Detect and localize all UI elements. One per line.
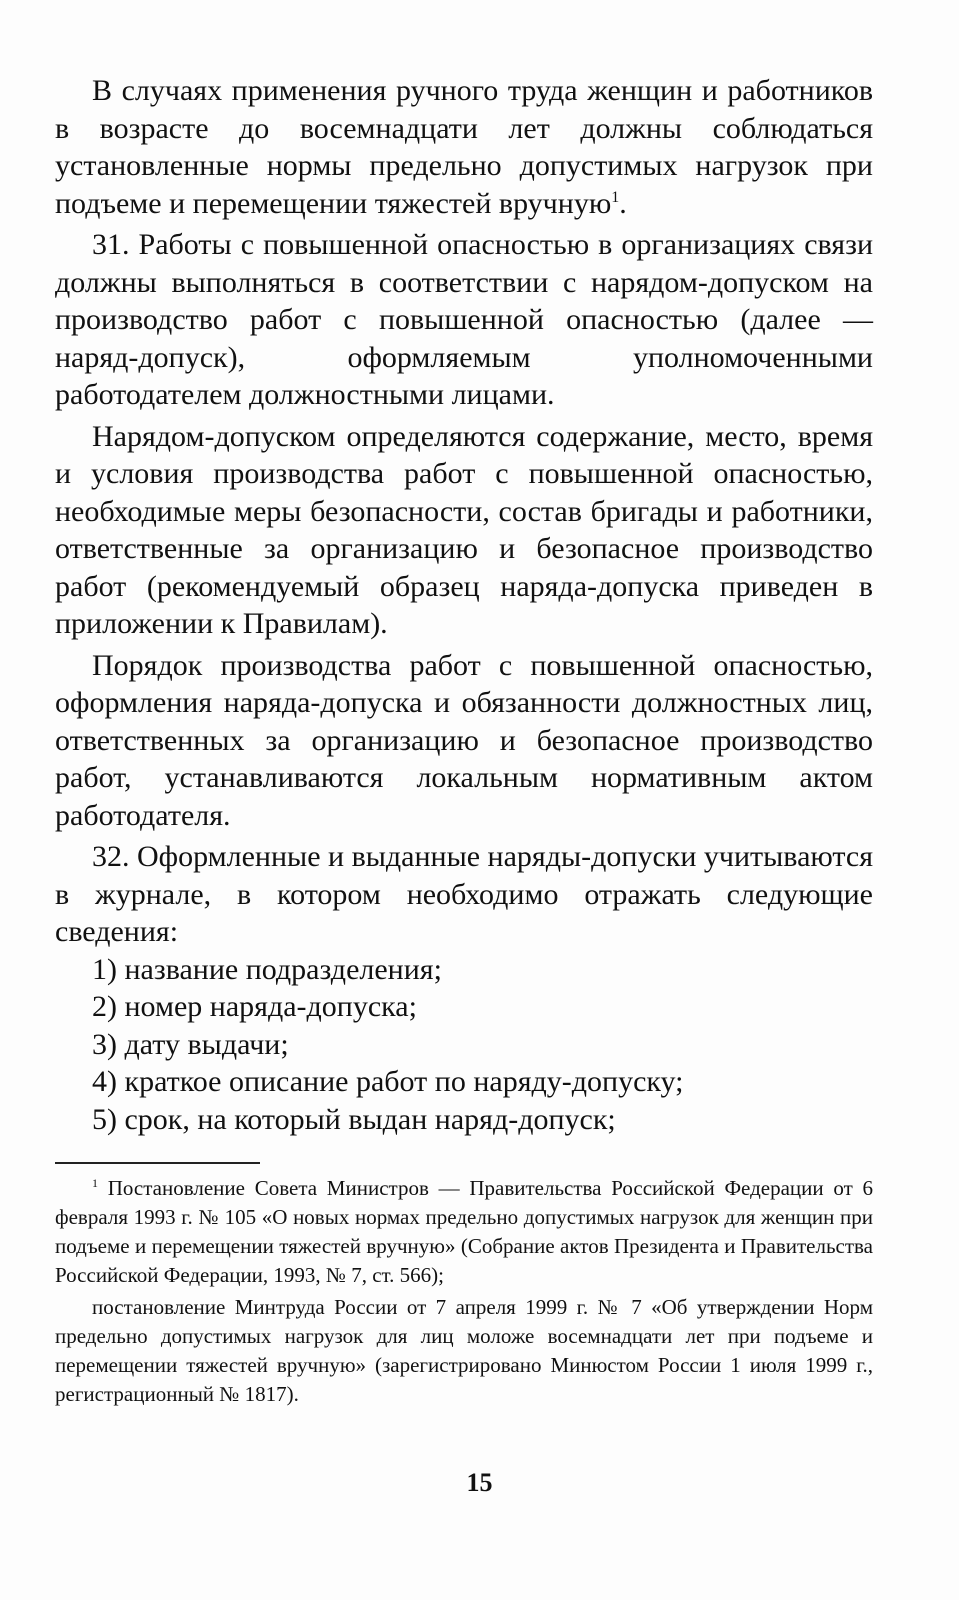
footnote-reference: 1 <box>611 188 620 206</box>
paragraph-manual-labor-text: В случаях применения ручного труда женщин и работников в возрасте до восемнадцати лет должны соблюдаться установленные нормы предельно допустимых нагрузок при подъеме и перемещении тяжестей вручную <box>55 74 873 220</box>
paragraph-manual-labor-end: . <box>619 186 627 220</box>
main-text <box>55 72 873 1138</box>
list-item: 5) срок, на который выдан наряд-допуск; <box>92 1102 616 1136</box>
footnote-divider <box>55 1162 260 1164</box>
paragraph-work-permit-content: Нарядом-допуском определяются содержание, место, время и условия производства работ с повышенной опасностью, необходимые меры безопасности, состав бригады и работники, ответственные за организацию и безопасное производство работ (рекомендуемый образец наряда-допуска приведен в приложении к Правилам). <box>55 419 873 640</box>
footnote-1-continued: постановление Минтруда России от 7 апреля 1999 г. № 7 «Об утверждении Норм предельно допустимых нагрузок для лиц моложе восемнадцати лет при подъеме и перемещении тяжестей вручную» (зарегистрировано Минюстом России 1 июля 1999 г., регистрационный № 1817). <box>55 1295 873 1406</box>
paragraph-31: 31. Работы с повышенной опасностью в организациях связи должны выполняться в соответствии с нарядом-допуском на производство работ с повышенной опасностью (далее — наряд-допуск), оформляемым уполномоченными работодателем должностными лицами. <box>55 228 873 411</box>
footnote-1 <box>55 1174 873 1290</box>
paragraph-work-procedure: Порядок производства работ с повышенной опасностью, оформления наряда-допуска и обязанности должностных лиц, ответственных за организацию и безопасное производство работ, устанавливаются локальным нормативным актом работодателя. <box>55 648 873 832</box>
paragraph-manual-labor <box>55 72 873 222</box>
footnote-mark: 1 <box>92 1176 98 1190</box>
list-item: 3) дату выдачи; <box>92 1027 289 1061</box>
list-item: 4) краткое описание работ по наряду-допуску; <box>92 1065 684 1098</box>
footnote-1-text: Постановление Совета Министров — Правительства Российской Федерации от 6 февраля 1993 г. № 105 «О новых нормах предельно допустимых нагрузок для женщин при подъеме и перемещении тяжестей вручную» (Собрание актов Президента и Правительства Российской Федерации, 1993, № 7, ст. 566); <box>55 1176 873 1287</box>
page-number: 15 <box>466 1468 493 1497</box>
list-item: 1) название подразделения; <box>92 952 442 986</box>
list-item: 2) номер наряда-допуска; <box>92 990 417 1023</box>
footnotes <box>55 1174 873 1409</box>
paragraph-32: 32. Оформленные и выданные наряды-допуски учитываются в журнале, в котором необходимо отражать следующие сведения: <box>55 840 873 948</box>
